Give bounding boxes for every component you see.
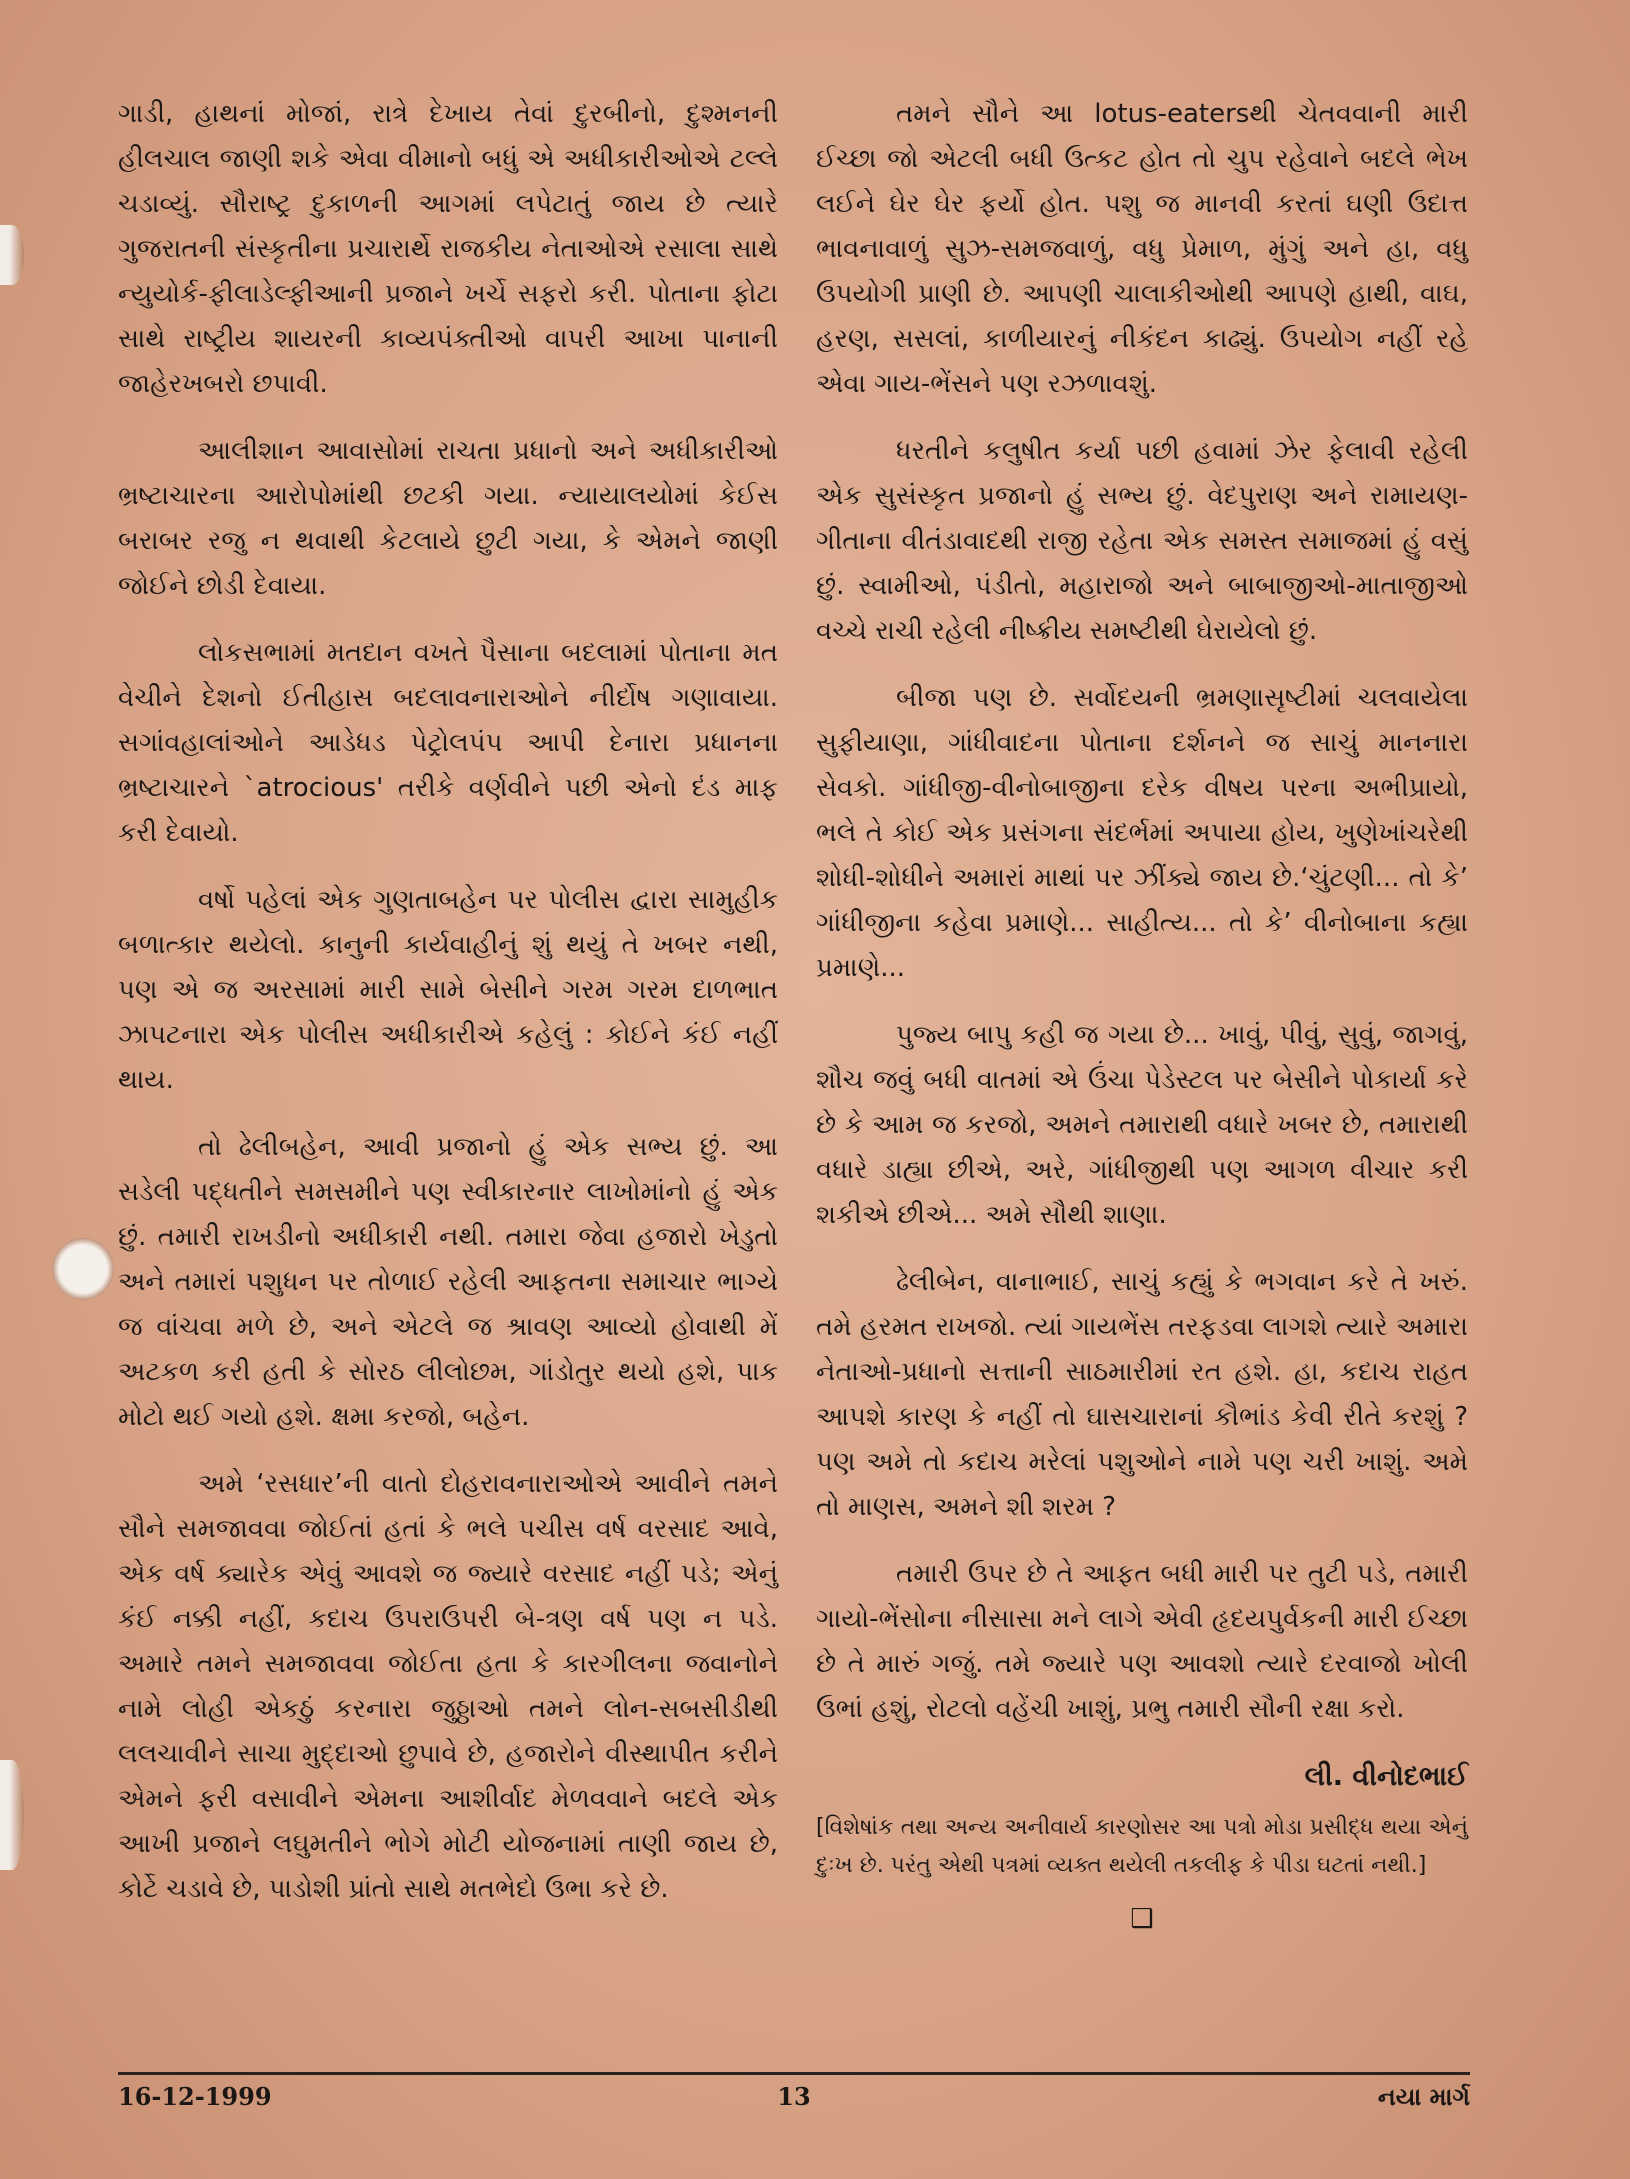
signature: લી. વીનોદભાઈ [1304, 1761, 1468, 1792]
paragraph: ગાડી, હાથનાં મોજાં, રાત્રે દેખાય તેવાં દુરબીનો, દુશ્મનની હીલચાલ જાણી શકે એવા વીમાનો બધું એ અધીકારીઓએ ટલ્લે ચડાવ્યું. સૌરાષ્ટ્ર દુકાળની આગમાં લપેટાતું જાય છે ત્યારે ગુજરાતની સંસ્કૃતીના પ્રચારાર્થે રાજકીય નેતાઓએ રસાલા સાથે ન્યુયોર્ક-ફીલાડેલ્ફીઆની પ્રજાને ખર્ચે સફરો કરી. પોતાના ફોટા સાથે રાષ્ટ્રીય શાયરની કાવ્યપંક્તીઓ વાપરી આખા પાનાની જાહેરખબરો છપાવી. [118, 99, 778, 399]
paragraph: તમને સૌને આ lotus-eatersથી ચેતવવાની મારી ઈચ્છા જો એટલી બધી ઉત્કટ હોત તો ચુપ રહેવાને બદલે ભેખ લઈને ઘેર ઘેર ફર્યો હોત. પશુ જ માનવી કરતાં ઘણી ઉદાત્ત ભાવનાવાળું સુઝ-સમજવાળું, વધુ પ્રેમાળ, મુંગું અને હા, વધુ ઉપયોગી પ્રાણી છે. આપણી ચાલાકીઓથી આપણે હાથી, વાઘ, હરણ, સસલાં, કાળીયારનું નીકંદન કાઢ્યું. ઉપયોગ નહીં રહે એવા ગાય-ભેંસને પણ રઝળાવશું. [816, 99, 1468, 399]
paragraph: પુજ્ય બાપુ કહી જ ગયા છે... ખાવું, પીવું, સુવું, જાગવું, શૌચ જવું બધી વાતમાં એ ઉંચા પેડેસ્ટલ પર બેસીને પોકાર્યા કરે છે કે આમ જ કરજો, અમને તમારાથી વધારે ખબર છે, તમારાથી વધારે ડાહ્યા છીએ, અરે, ગાંધીજીથી પણ આગળ વીચાર કરી શકીએ છીએ... અમે સૌથી શાણા. [816, 1020, 1468, 1230]
end-mark: ❑ [1130, 1904, 1154, 1934]
paragraph: તમારી ઉપર છે તે આફત બધી મારી પર તુટી પડે, તમારી ગાયો-ભેંસોના નીસાસા મને લાગે એવી હૃદયપુર્વકની મારી ઈચ્છા છે તે મારું ગજું. તમે જ્યારે પણ આવશો ત્યારે દરવાજો ખોલી ઉભાં હશું, રોટલો વહેંચી ખાશું, પ્રભુ તમારી સૌની રક્ષા કરો. [816, 1559, 1468, 1724]
left-column [118, 92, 778, 1934]
paragraph: અમે ‘રસધાર’ની વાતો દોહરાવનારાઓએ આવીને તમને સૌને સમજાવવા જોઈતાં હતાં કે ભલે પચીસ વર્ષ વરસાદ આવે, એક વર્ષ ક્યારેક એવું આવશે જ જ્યારે વરસાદ નહીં પડે; એનું કંઈ નક્કી નહીં, કદાચ ઉપરાઉપરી બે-ત્રણ વર્ષ પણ ન પડે. અમારે તમને સમજાવવા જોઈતા હતા કે કારગીલના જવાનોને નામે લોહી એકઠું કરનારા જુઠ્ઠાઓ તમને લોન-સબસીડીથી લલચાવીને સાચા મુદ્દાઓ છુપાવે છે, હજારોને વીસ્થાપીત કરીને એમને ફરી વસાવીને એમના આશીર્વાદ મેળવવાને બદલે એક આખી પ્રજાને લઘુમતીને ભોગે મોટી યોજનામાં તાણી જાય છે, કોર્ટે ચડાવે છે, પાડોશી પ્રાંતો સાથે મતભેદો ઉભા કરે છે. [118, 1469, 778, 1904]
punch-hole [52, 1238, 114, 1300]
issue-date: 16-12-1999 [118, 2082, 272, 2111]
paragraph: બીજા પણ છે. સર્વોદયની ભ્રમણાસૃષ્ટીમાં ચલવાયેલા સુફીયાણા, ગાંધીવાદના પોતાના દર્શનને જ સાચું માનનારા સેવકો. ગાંધીજી-વીનોબાજીના દરેક વીષય પરના અભીપ્રાયો, ભલે તે કોઈ એક પ્રસંગના સંદર્ભમાં અપાયા હોય, ખુણેખાંચરેથી શોધી-શોધીને અમારાં માથાં પર ઝીંક્યે જાય છે.‘ચુંટણી... તો કે’ ગાંધીજીના કહેવા પ્રમાણે... સાહીત્ય... તો કે’ વીનોબાના કહ્યા પ્રમાણે... [816, 683, 1468, 983]
page-footer [118, 2082, 1470, 2122]
page-number: 13 [777, 2082, 811, 2111]
right-column [816, 92, 1468, 1942]
paragraph: વર્ષો પહેલાં એક ગુણતાબહેન પર પોલીસ દ્વારા સામુહીક બળાત્કાર થયેલો. કાનુની કાર્યવાહીનું શું થયું તે ખબર નથી, પણ એ જ અરસામાં મારી સામે બેસીને ગરમ ગરમ દાળભાત ઝાપટનારા એક પોલીસ અધીકારીએ કહેલું : કોઈને કંઈ નહીં થાય. [118, 885, 778, 1095]
editor-note: [વિશેષાંક તથા અન્ય અનીવાર્ય કારણોસર આ પત્રો મોડા પ્રસીદ્ધ થયા એનું દુઃખ છે. પરંતુ એથી પત્રમાં વ્યક્ત થયેલી તકલીફ કે પીડા ઘટતાં નથી.] [816, 1815, 1468, 1878]
torn-edge [0, 1760, 24, 1870]
publication-name: નયા માર્ગ [1377, 2082, 1470, 2111]
paragraph: તો ઢેલીબહેન, આવી પ્રજાનો હું એક સભ્ય છું. આ સડેલી પદ્ધતીને સમસમીને પણ સ્વીકારનાર લાખોમાંનો હું એક છું. તમારી રાખડીનો અધીકારી નથી. તમારા જેવા હજારો ખેડુતો અને તમારાં પશુધન પર તોળાઈ રહેલી આફતના સમાચાર ભાગ્યે જ વાંચવા મળે છે, અને એટલે જ શ્રાવણ આવ્યો હોવાથી મેં અટકળ કરી હતી કે સોરઠ લીલોછમ, ગાંડોતુર થયો હશે, પાક મોટો થઈ ગયો હશે. ક્ષમા કરજો, બહેન. [118, 1132, 778, 1432]
paragraph: ઢેલીબેન, વાનાભાઈ, સાચું કહ્યું કે ભગવાન કરે તે ખરું. તમે હરમત રાખજો. ત્યાં ગાયભેંસ તરફડવા લાગશે ત્યારે અમારા નેતાઓ-પ્રધાનો સત્તાની સાઠમારીમાં રત હશે. હા, કદાચ રાહત આપશે કારણ કે નહીં તો ઘાસચારાનાં કૌભાંડ કેવી રીતે કરશું ? પણ અમે તો કદાચ મરેલાં પશુઓને નામે પણ ચરી ખાશું. અમે તો માણસ, અમને શી શરમ ? [816, 1267, 1468, 1522]
paragraph: આલીશાન આવાસોમાં રાચતા પ્રધાનો અને અધીકારીઓ ભ્રષ્ટાચારના આરોપોમાંથી છટકી ગયા. ન્યાયાલયોમાં કેઈસ બરાબર રજુ ન થવાથી કેટલાયે છુટી ગયા, કે એમને જાણી જોઈને છોડી દેવાયા. [118, 436, 778, 601]
torn-edge [0, 225, 24, 285]
footer-rule [118, 2072, 1470, 2075]
paragraph: ધરતીને કલુષીત કર્યા પછી હવામાં ઝેર ફેલાવી રહેલી એક સુસંસ્કૃત પ્રજાનો હું સભ્ય છું. વેદપુરાણ અને રામાયણ-ગીતાના વીતંડાવાદથી રાજી રહેતા એક સમસ્ત સમાજમાં હું વસું છું. સ્વામીઓ, પંડીતો, મહારાજો અને બાબાજીઓ-માતાજીઓ વચ્ચે રાચી રહેલી નીષ્ક્રીય સમષ્ટીથી ઘેરાયેલો છું. [816, 436, 1468, 646]
paragraph: લોકસભામાં મતદાન વખતે પૈસાના બદલામાં પોતાના મત વેચીને દેશનો ઈતીહાસ બદલાવનારાઓને નીર્દોષ ગણાવાયા. સગાંવહાલાંઓને આડેધડ પેટ્રોલપંપ આપી દેનારા પ્રધાનના ભ્રષ્ટાચારને `atrocious' તરીકે વર્ણવીને પછી એનો દંડ માફ કરી દેવાયો. [118, 638, 778, 848]
